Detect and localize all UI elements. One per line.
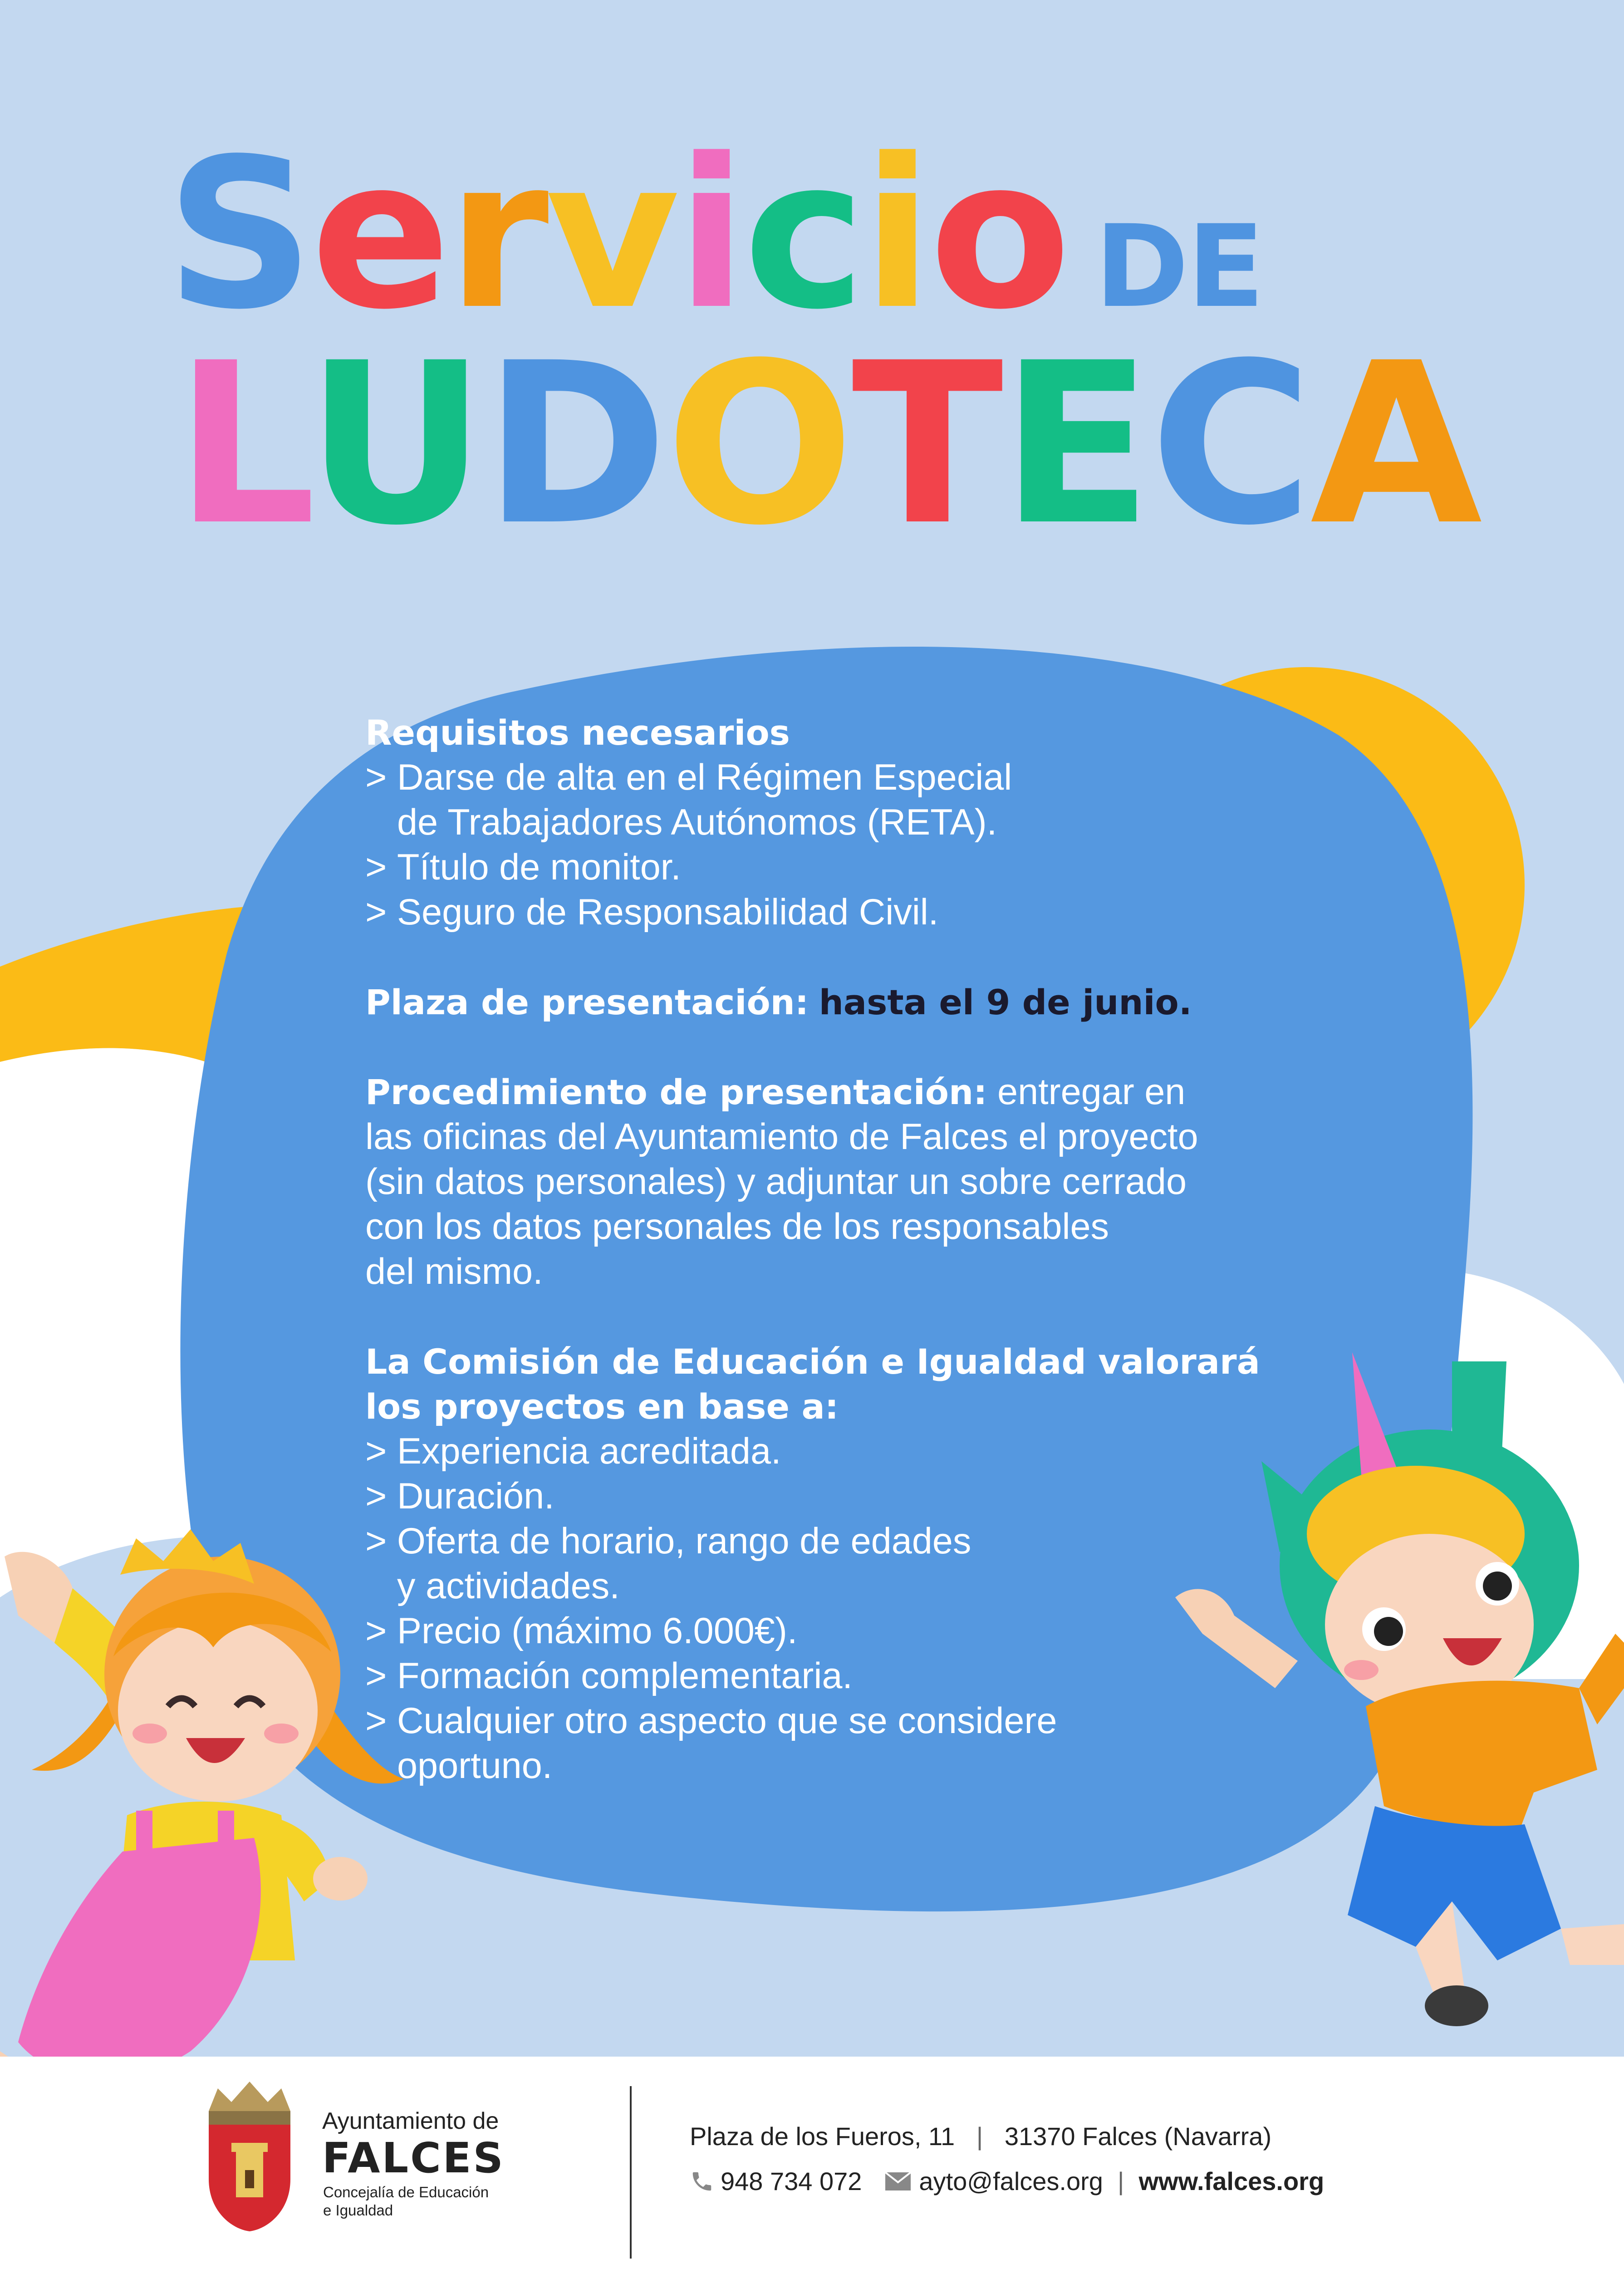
title-l1-letter: e [310, 115, 447, 355]
title-l2-letter: T [851, 315, 1001, 574]
title-l1-letter: i [862, 115, 929, 355]
list-item: > Cualquier otro aspecto que se considere [365, 1700, 1057, 1741]
list-item: > Oferta de horario, rango de edades [365, 1521, 971, 1562]
list-item: > Duración. [365, 1476, 554, 1517]
procedimiento-label: Procedimiento de presentación: [365, 1072, 987, 1112]
title-line-ludoteca [175, 315, 1480, 574]
list-item: > Formación complementaria. [365, 1655, 853, 1696]
title-l1-letter: c [743, 115, 862, 355]
list-item: de Trabajadores Autónomos (RETA). [397, 802, 997, 843]
plazo-label: Plaza de presentación: [365, 982, 809, 1022]
comision-heading-2: los proyectos en base a: [365, 1386, 839, 1427]
list-item: > Darse de alta en el Régimen Especial [365, 757, 1012, 798]
title-l1-letter: o [929, 115, 1068, 355]
title-l2-letter: C [1149, 315, 1310, 574]
mail-icon [884, 2171, 912, 2191]
org-name: FALCES [322, 2134, 505, 2182]
comision-heading: La Comisión de Educación e Igualdad valorará [365, 1341, 1260, 1382]
phone-number[interactable]: 948 734 072 [721, 2167, 862, 2195]
contact-line: 948 734 072 ayto@falces.org | www.falces.org [690, 2166, 1324, 2196]
footer [0, 2057, 1624, 2269]
title-l1-letter: r [447, 115, 545, 355]
title-l1-letter: S [166, 115, 311, 355]
phone-icon [690, 2169, 714, 2194]
title-l2-letter: U [305, 315, 484, 574]
requirements-content [365, 710, 1454, 1788]
title-de: DE [1094, 201, 1263, 333]
procedimiento-line: (sin datos personales) y adjuntar un sobre cerrado [365, 1161, 1187, 1202]
title-l2-letter: E [1001, 315, 1150, 574]
title-l1-letter: v [545, 115, 677, 355]
procedimiento-line: con los datos personales de los responsables [365, 1206, 1109, 1247]
title-l2-letter: L [175, 315, 306, 574]
procedimiento-line: las oficinas del Ayuntamiento de Falces el proyecto [365, 1116, 1198, 1157]
footer-divider [630, 2086, 632, 2259]
coat-of-arms-icon [200, 2079, 299, 2234]
list-item: oportuno. [397, 1745, 553, 1786]
list-item: y actividades. [397, 1566, 620, 1606]
title-l1-letter: i [676, 115, 744, 355]
list-item: > Precio (máximo 6.000€). [365, 1611, 798, 1651]
title-l2-letter: A [1310, 315, 1480, 574]
plazo-value: hasta el 9 de junio. [819, 982, 1192, 1022]
list-item: > Título de monitor. [365, 847, 681, 888]
procedimiento-line: del mismo. [365, 1251, 543, 1292]
requisitos-heading: Requisitos necesarios [365, 712, 790, 753]
org-dept-2: e Igualdad [323, 2202, 393, 2219]
web-link[interactable]: www.falces.org [1138, 2167, 1325, 2195]
title-l2-letter: O [665, 315, 852, 574]
list-item: > Experiencia acreditada. [365, 1431, 781, 1472]
org-dept-1: Concejalía de Educación [323, 2184, 489, 2200]
org-line1: Ayuntamiento de [322, 2108, 499, 2134]
title-line-servicio [166, 115, 1263, 355]
email-link[interactable]: ayto@falces.org [919, 2167, 1103, 2195]
plazo-line [365, 980, 1454, 1025]
address-line: Plaza de los Fueros, 11 | 31370 Falces (Navarra) [690, 2122, 1272, 2151]
list-item: > Seguro de Responsabilidad Civil. [365, 892, 939, 933]
procedimiento-line-1: Procedimiento de presentación: entregar en [365, 1071, 1186, 1112]
title-l2-letter: D [483, 315, 666, 574]
